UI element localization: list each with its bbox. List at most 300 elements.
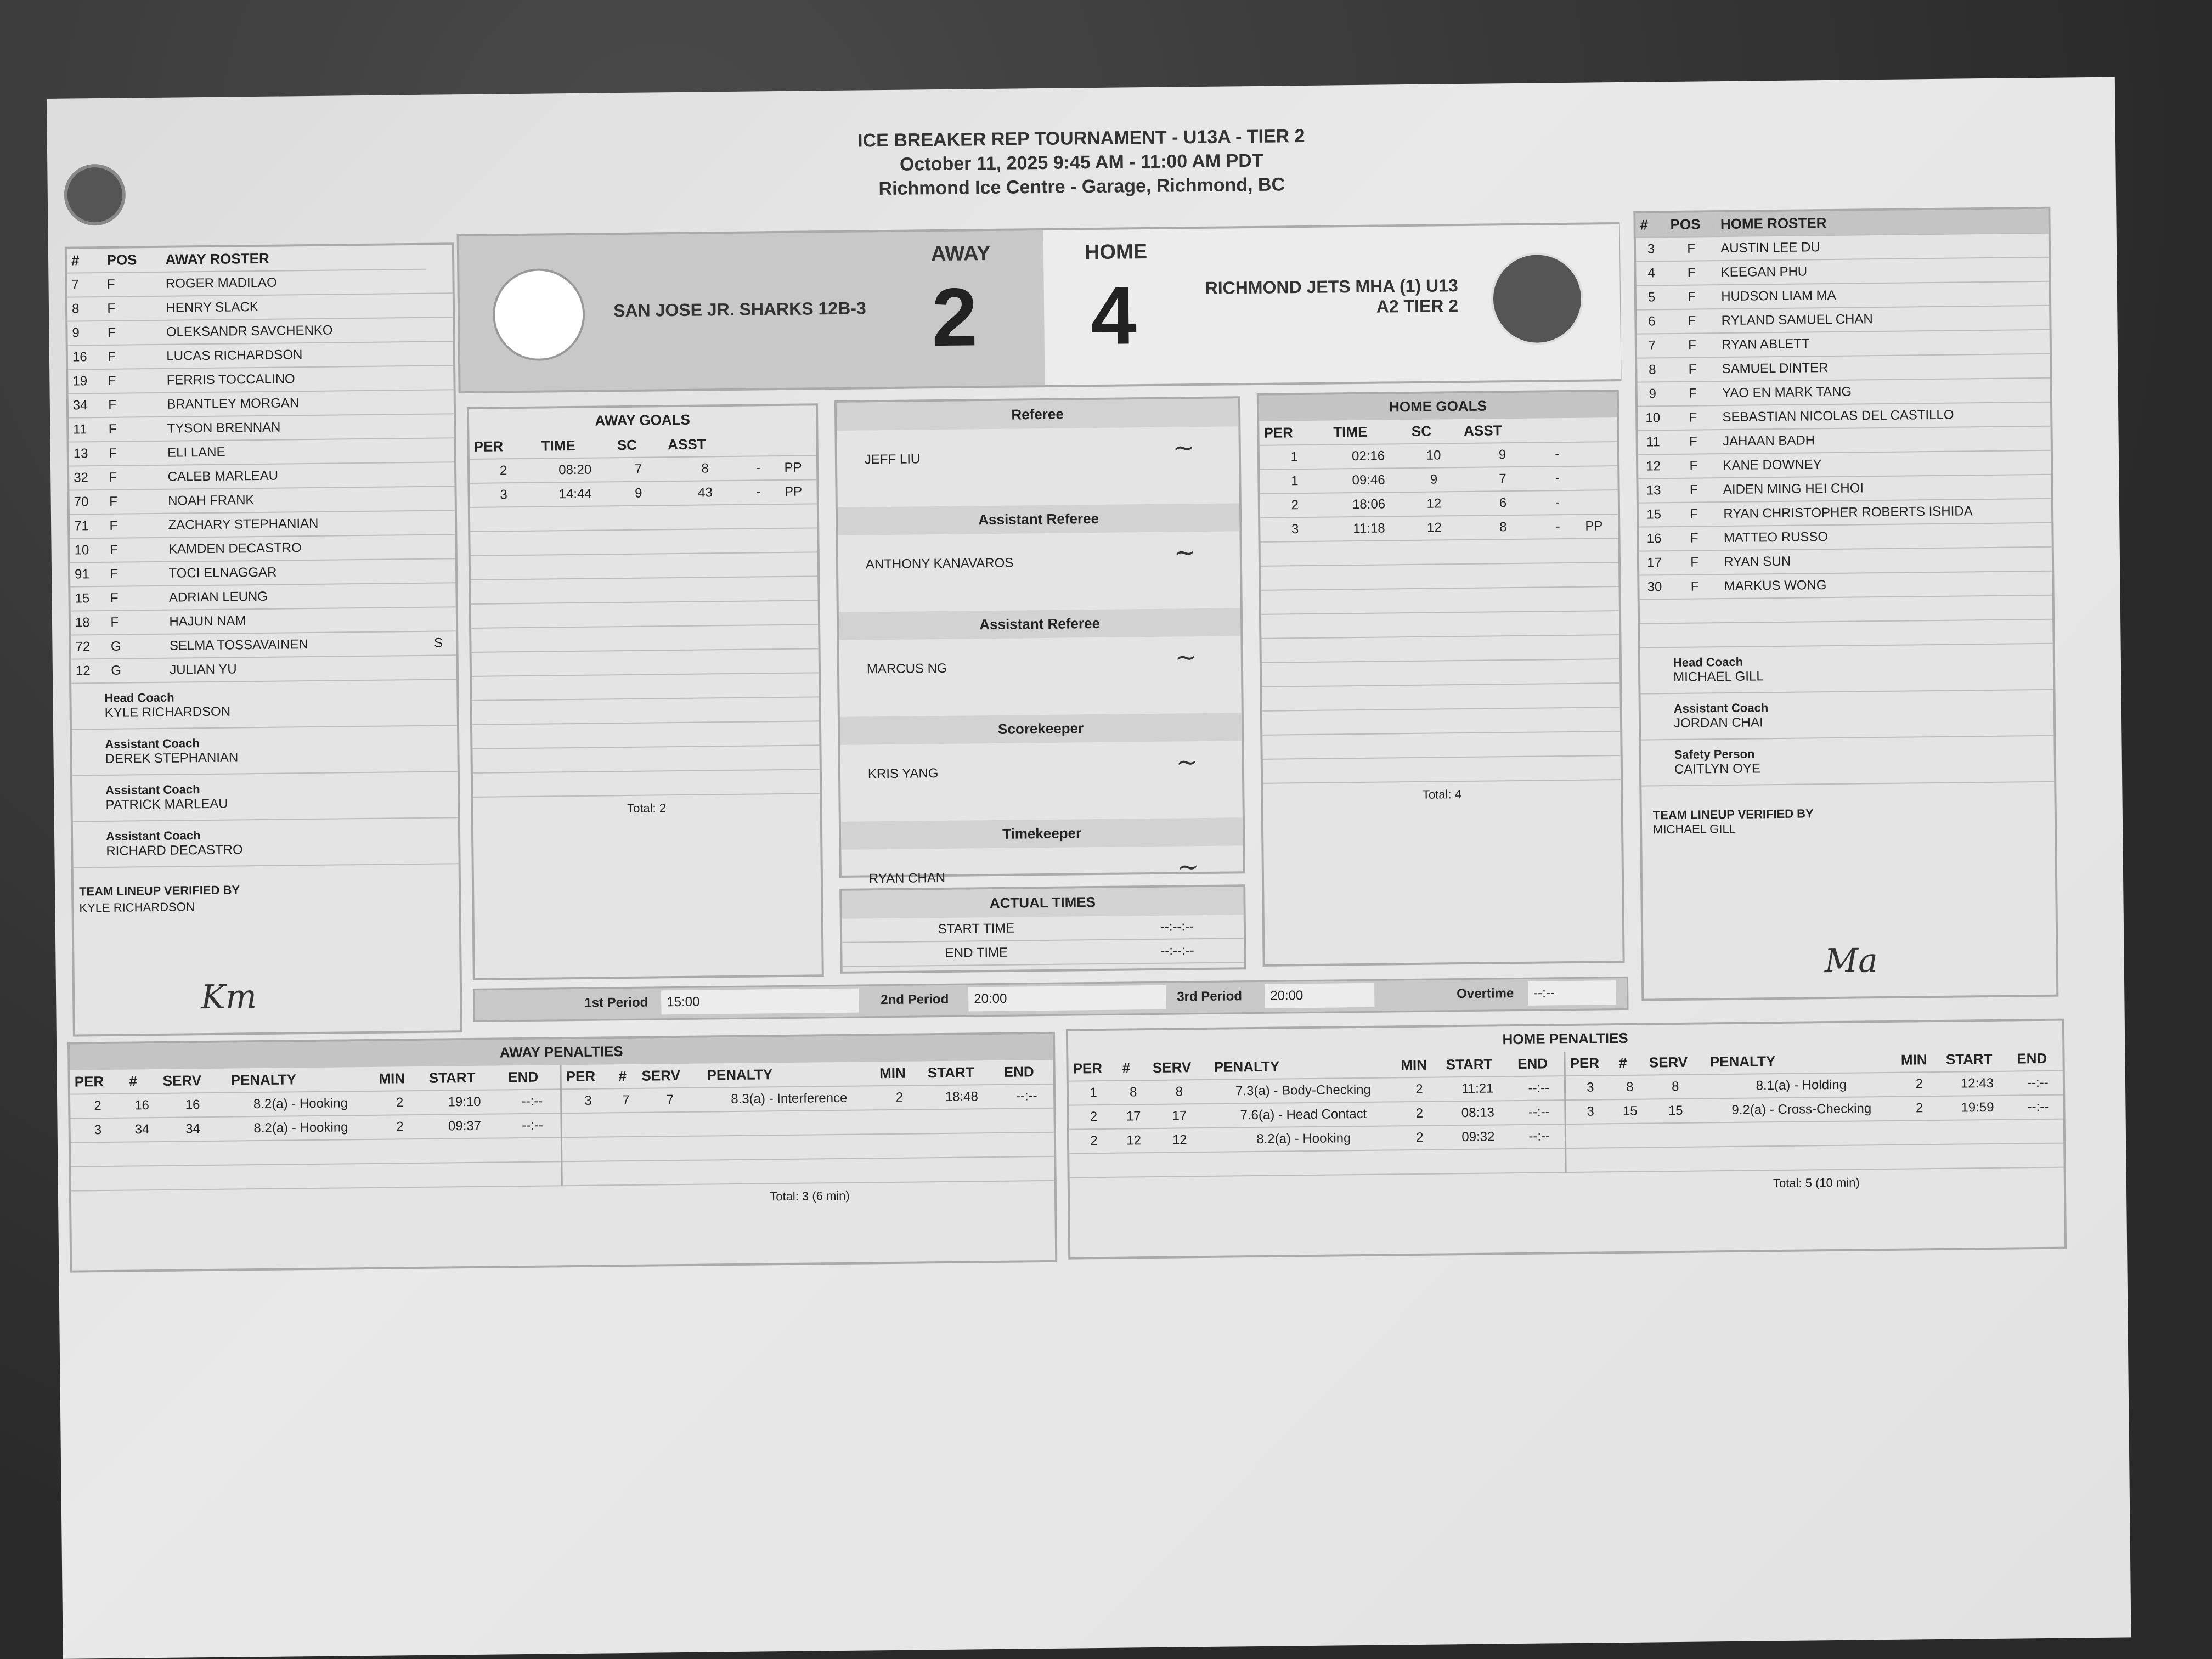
official-signature: ~ [1176, 747, 1199, 778]
table-cell: 15 [1615, 1099, 1645, 1124]
column-header: SERV [1645, 1050, 1706, 1075]
actual-times-title: ACTUAL TIMES [842, 887, 1243, 919]
status [426, 269, 453, 294]
table-cell: 8 [1118, 1080, 1149, 1105]
column-header: ASST [663, 432, 746, 458]
table-cell: 2 [1397, 1125, 1442, 1150]
player-name: OLEKSANDR SAVCHENKO [162, 318, 427, 345]
column-header: END [1513, 1052, 1565, 1076]
table-cell [665, 577, 748, 602]
staff-member [1640, 644, 2053, 695]
table-cell [1547, 659, 1571, 684]
table-cell [1463, 756, 1548, 781]
staff-name: KYLE RICHARDSON [104, 704, 231, 720]
player-name: HAJUN NAM [165, 607, 430, 634]
table-cell: 8 [1148, 1080, 1210, 1104]
table-cell: --:-- [504, 1089, 561, 1114]
table-cell [472, 652, 539, 676]
table-cell [1408, 540, 1461, 565]
table-cell [771, 624, 818, 649]
empty-row [471, 600, 818, 628]
table-cell [1572, 683, 1620, 708]
table-cell [615, 1137, 638, 1161]
table-cell [747, 528, 771, 552]
position: F [104, 441, 163, 466]
position: F [1668, 381, 1718, 406]
table-row [1638, 402, 2050, 431]
status [427, 365, 454, 390]
position: F [105, 538, 164, 562]
table-cell: - [1545, 466, 1570, 490]
official-name [838, 531, 1240, 612]
player-name: JULIAN YU [165, 656, 430, 682]
away-roster-table [67, 245, 456, 684]
table-cell [1461, 587, 1547, 612]
table-cell [747, 504, 770, 528]
position: F [104, 417, 163, 442]
status [429, 583, 456, 607]
away-penalties-total: Total: 3 (6 min) [770, 1188, 850, 1204]
position: F [1667, 285, 1717, 309]
table-cell [375, 1139, 426, 1164]
staff-name: CAITLYN OYE [1674, 761, 1761, 777]
column-header [1545, 418, 1569, 442]
table-cell: 2 [375, 1115, 425, 1139]
table-cell: 8 [1645, 1074, 1706, 1099]
table-cell [1897, 1120, 1942, 1145]
table-row [69, 438, 454, 466]
table-cell [471, 628, 539, 652]
table-cell: 2 [1069, 1105, 1118, 1130]
home-roster-panel [1633, 207, 2058, 1001]
table-cell [539, 627, 615, 651]
player-name: YAO EN MARK TANG [1718, 378, 2050, 405]
official-name-text: KRIS YANG [867, 766, 939, 782]
table-cell [1942, 1144, 2013, 1169]
table-cell: 2 [1260, 493, 1330, 518]
jersey-number: 11 [69, 417, 104, 442]
table-cell [1263, 759, 1333, 783]
away-label: AWAY [930, 242, 991, 266]
player-name: RYLAND SAMUEL CHAN [1717, 306, 2049, 333]
table-cell [664, 505, 747, 530]
table-cell [562, 1161, 615, 1186]
status [428, 510, 455, 535]
table-row [1638, 378, 2050, 407]
table-cell: 8 [1615, 1075, 1645, 1100]
column-header: TIME [537, 433, 613, 458]
table-cell [1261, 541, 1330, 566]
table-cell [1463, 732, 1548, 757]
status [427, 390, 454, 414]
empty-row [1640, 619, 2052, 648]
table-cell [1570, 562, 1618, 587]
table-cell [1331, 613, 1409, 637]
table-row [1260, 490, 1618, 518]
table-cell: 2 [1396, 1077, 1442, 1102]
table-row [69, 462, 454, 490]
home-team-name-line2: A2 TIER 2 [1376, 296, 1459, 317]
table-cell: 2 [1069, 1129, 1119, 1154]
table-cell [771, 552, 817, 577]
table-row [1637, 281, 2049, 310]
period2-label: 2nd Period [881, 991, 949, 1008]
table-cell [504, 1137, 561, 1162]
official-name-text: ANTHONY KANAVAROS [865, 555, 1014, 572]
position: G [106, 658, 165, 683]
table-cell [1210, 1150, 1397, 1176]
table-cell [772, 648, 819, 673]
column-header [1569, 417, 1617, 442]
table-cell: 2 [1397, 1101, 1442, 1126]
home-goals-table [1259, 417, 1621, 784]
position: F [1667, 357, 1718, 382]
table-cell [126, 1166, 160, 1190]
table-row [1636, 233, 2049, 262]
table-cell [749, 746, 773, 770]
staff-member [1641, 690, 2054, 741]
table-cell: 2 [1897, 1072, 1942, 1097]
empty-row [1261, 635, 1619, 663]
column-header: PER [561, 1064, 614, 1089]
column-header: END [1000, 1060, 1053, 1085]
table-cell [924, 1157, 1001, 1182]
table-cell [1331, 661, 1410, 686]
table-cell: 9 [613, 481, 664, 506]
player-name: ADRIAN LEUNG [165, 583, 430, 610]
table-cell [1330, 589, 1409, 613]
player-name: KANE DOWNEY [1718, 450, 2051, 478]
column-header: PER [1259, 421, 1329, 445]
official-role: Assistant Referee [839, 608, 1240, 640]
table-cell: 8 [663, 456, 746, 482]
table-cell [1645, 1122, 1706, 1147]
player-name: TOCI ELNAGGAR [164, 559, 429, 586]
player-name: SAMUEL DINTER [1717, 354, 2050, 381]
jersey-number: 16 [1639, 527, 1669, 551]
game-report-sheet [47, 77, 2131, 1659]
table-cell [1460, 539, 1546, 564]
table-cell [615, 1161, 638, 1185]
table-cell [539, 675, 616, 699]
jersey-number: 15 [1639, 503, 1669, 527]
table-cell [1462, 684, 1548, 709]
column-header [746, 432, 770, 456]
table-cell: 8 [1460, 515, 1546, 540]
home-team-logo [1491, 252, 1584, 346]
home-score: 4 [1090, 269, 1137, 362]
column-header: PER [1565, 1051, 1615, 1076]
position: F [106, 586, 165, 611]
table-row [67, 269, 452, 297]
column-header: HOME ROSTER [1716, 209, 2049, 236]
table-row [1638, 475, 2051, 503]
empty-row [472, 673, 819, 701]
table-row [69, 390, 454, 417]
status [428, 534, 455, 559]
table-cell [616, 747, 667, 771]
table-row [1637, 306, 2049, 334]
table-cell [666, 722, 749, 747]
empty-row [1261, 611, 1619, 639]
away-score: 2 [931, 270, 978, 364]
table-cell: --:-- [2013, 1095, 2063, 1120]
position: F [103, 345, 162, 369]
table-cell [615, 650, 666, 675]
away-goals-title: AWAY GOALS [469, 405, 816, 435]
official-role: Timekeeper [841, 817, 1243, 850]
table-cell: 12 [1149, 1128, 1210, 1153]
jersey-number: 13 [69, 442, 105, 466]
table-cell [638, 1136, 704, 1161]
table-row [470, 479, 816, 507]
table-row [1637, 354, 2050, 382]
jersey-number: 12 [71, 659, 107, 684]
status [429, 607, 456, 631]
position: F [1669, 550, 1720, 575]
table-cell [1000, 1132, 1054, 1157]
table-cell [771, 600, 818, 625]
position: F [104, 393, 162, 417]
table-cell [747, 552, 771, 577]
table-cell [472, 700, 540, 725]
column-header: SERV [637, 1064, 703, 1088]
column-header: # [1118, 1056, 1148, 1081]
position: F [1667, 309, 1717, 334]
position: F [105, 514, 163, 538]
table-cell [924, 1109, 1000, 1133]
column-header: POS [102, 248, 161, 273]
table-row [70, 583, 455, 611]
jersey-number: 9 [1638, 382, 1668, 407]
table-row [1638, 450, 2051, 479]
column-header: TIME [1329, 420, 1407, 444]
table-cell [1566, 1124, 1616, 1148]
player-name: KAMDEN DECASTRO [164, 535, 429, 562]
table-cell [1261, 614, 1331, 639]
column-header: START [923, 1060, 1000, 1085]
table-cell [1720, 619, 2052, 647]
table-cell [1332, 733, 1410, 758]
table-cell [1261, 638, 1331, 663]
official-role: Scorekeeper [840, 713, 1242, 745]
player-name: SELMA TOSSAVAINEN [165, 631, 430, 658]
table-cell [538, 578, 614, 603]
staff-role: Assistant Coach [105, 782, 200, 797]
staff-role: Assistant Coach [1673, 701, 1769, 716]
table-cell [665, 601, 748, 627]
empty-row [1566, 1143, 2063, 1172]
table-cell [772, 697, 819, 721]
away-verified-signature: Km [200, 978, 257, 1017]
status: S [430, 631, 456, 656]
official-role: Referee [837, 398, 1238, 431]
table-cell [667, 746, 749, 771]
staff-role: Head Coach [104, 690, 174, 705]
empty-row [470, 528, 817, 556]
table-cell: 11:18 [1330, 516, 1408, 541]
player-name: FERRIS TOCCALINO [162, 366, 427, 393]
table-row [1639, 571, 2052, 600]
table-cell: 09:37 [425, 1114, 504, 1139]
table-cell [1409, 636, 1462, 661]
table-row [69, 414, 454, 442]
status [427, 438, 454, 462]
column-header: PER [1068, 1057, 1118, 1081]
table-cell [539, 699, 616, 724]
table-row [71, 655, 456, 683]
table-cell: 8.2(a) - Hooking [227, 1115, 375, 1141]
table-cell: 8.1(a) - Holding [1706, 1073, 1897, 1099]
empty-row [1261, 562, 1618, 590]
status [426, 293, 453, 318]
player-name: CALEB MARLEAU [163, 462, 428, 489]
column-header: AWAY ROSTER [161, 245, 426, 272]
table-cell: 19:10 [425, 1090, 504, 1115]
jersey-number: 91 [70, 562, 106, 587]
jersey-number: 10 [1638, 406, 1668, 431]
table-cell [1409, 588, 1462, 613]
position: F [1668, 405, 1718, 430]
table-cell: --:-- [504, 1113, 561, 1138]
empty-row [1261, 538, 1618, 566]
status [427, 414, 454, 438]
column-header: SERV [1148, 1056, 1210, 1080]
staff-role: Assistant Coach [105, 736, 200, 751]
table-cell [425, 1162, 505, 1187]
player-name: LUCAS RICHARDSON [162, 342, 427, 369]
jersey-number: 8 [1637, 358, 1667, 382]
staff-name: DEREK STEPHANIAN [105, 750, 239, 766]
table-cell [1410, 685, 1463, 709]
table-cell [471, 555, 538, 580]
jersey-number: 15 [70, 586, 106, 611]
official-name [837, 426, 1239, 507]
table-cell [615, 674, 666, 699]
table-cell [614, 626, 665, 651]
player-name: AUSTIN LEE DU [1716, 233, 2049, 261]
table-cell [703, 1158, 876, 1184]
actual-times-table [842, 915, 1244, 967]
empty-row [1262, 659, 1620, 687]
table-cell: 8.2(a) - Hooking [1210, 1126, 1397, 1152]
empty-row [1261, 586, 1619, 614]
table-cell [472, 724, 540, 749]
table-cell: --:-- [1513, 1076, 1565, 1101]
table-cell [1645, 1147, 1706, 1171]
empty-row [472, 745, 819, 773]
home-verified-name: MICHAEL GILL [1652, 821, 1736, 837]
jersey-number: 72 [71, 635, 106, 659]
home-verified-signature: Ma [1824, 941, 1878, 981]
table-cell [876, 1133, 924, 1158]
table-cell [1069, 1153, 1119, 1178]
table-cell [1706, 1145, 1898, 1171]
player-name: RYAN ABLETT [1717, 330, 2050, 357]
table-cell [1262, 735, 1332, 759]
table-cell [1570, 490, 1618, 515]
table-cell [538, 554, 614, 579]
table-cell [1572, 755, 1621, 780]
table-cell: 15 [1645, 1098, 1706, 1123]
table-cell [748, 577, 771, 601]
table-cell [470, 531, 538, 556]
table-cell: 16 [125, 1093, 159, 1118]
table-cell [665, 650, 748, 675]
table-cell [1898, 1144, 1943, 1169]
table-cell [772, 745, 819, 770]
table-cell [1461, 563, 1547, 588]
table-cell [1640, 599, 1670, 624]
table-cell [71, 1166, 126, 1191]
official-signature: ~ [1173, 537, 1197, 568]
staff-name: JORDAN CHAI [1673, 715, 1763, 731]
table-cell: 12 [1119, 1128, 1149, 1153]
table-cell: 7 [637, 1088, 703, 1113]
home-label: HOME [1084, 240, 1148, 264]
empty-row [470, 504, 817, 532]
column-header: MIN [1396, 1053, 1442, 1077]
table-cell: --:-- [2013, 1071, 2063, 1096]
jersey-number: 5 [1637, 285, 1667, 310]
table-cell [1706, 1121, 1898, 1147]
table-cell [227, 1139, 375, 1165]
official-name-text: RYAN CHAN [868, 870, 946, 887]
home-team-name [1173, 275, 1459, 319]
player-name: TYSON BRENNAN [163, 414, 428, 441]
table-cell [924, 1133, 1000, 1158]
column-header: START [425, 1065, 504, 1091]
away-goals-table [469, 431, 820, 798]
column-header [769, 431, 816, 456]
column-header: PENALTY [1210, 1053, 1397, 1080]
jersey-number: 4 [1636, 261, 1666, 286]
home-penalties-table-right [1565, 1047, 2063, 1173]
table-row [1260, 466, 1617, 494]
column-header: END [504, 1065, 561, 1090]
table-cell [1547, 611, 1571, 635]
table-cell: 18:06 [1329, 492, 1408, 517]
table-cell [1670, 623, 1720, 647]
table-cell [1547, 587, 1571, 611]
home-penalties-total: Total: 5 (10 min) [1773, 1175, 1860, 1190]
official-signature: ~ [1172, 432, 1195, 464]
table-cell [1262, 686, 1331, 711]
table-cell [667, 770, 749, 795]
empty-row [472, 721, 819, 749]
home-goals-title: HOME GOALS [1259, 392, 1617, 421]
empty-row [471, 552, 817, 580]
player-name: HENRY SLACK [161, 294, 426, 320]
position: F [1666, 236, 1717, 261]
table-cell [1570, 538, 1618, 563]
table-cell: 3 [1566, 1099, 1615, 1124]
player-name: JAHAAN BADH [1718, 426, 2051, 454]
empty-row [1263, 755, 1621, 783]
table-row [67, 317, 453, 345]
table-cell [1548, 708, 1572, 732]
table-cell [1548, 732, 1572, 756]
table-cell [1462, 659, 1548, 685]
table-cell: PP [770, 479, 816, 504]
table-cell [1409, 612, 1462, 637]
player-name: HUDSON LIAM MA [1717, 281, 2049, 309]
column-header: MIN [875, 1061, 923, 1086]
column-header: # [614, 1064, 637, 1088]
table-cell [1149, 1152, 1211, 1177]
official-signature: ~ [1175, 642, 1198, 673]
staff-role: Head Coach [1673, 654, 1743, 670]
